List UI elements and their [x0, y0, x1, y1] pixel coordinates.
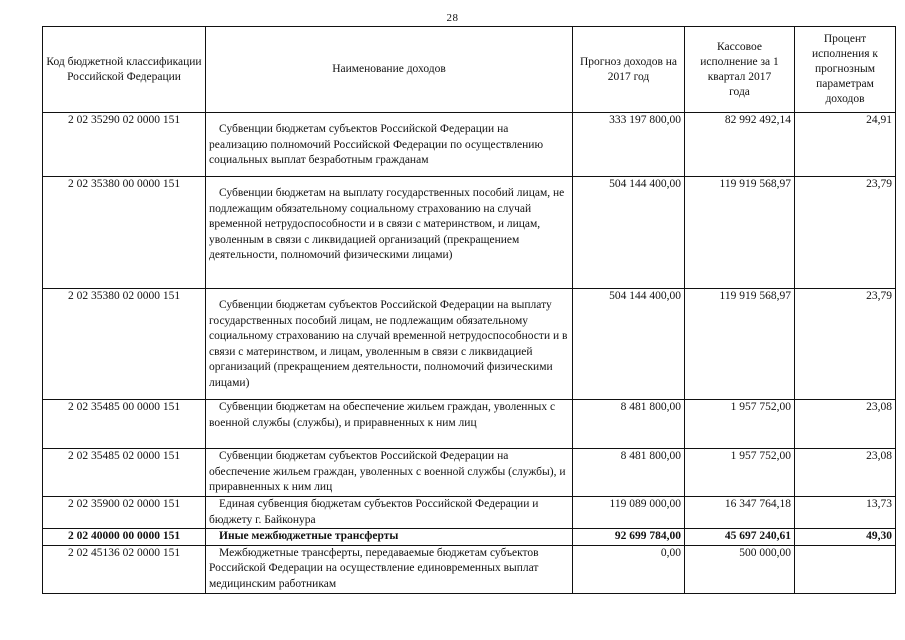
header-execution: Кассовое исполнение за 1 квартал 2017 года: [685, 27, 795, 113]
row-forecast: 119 089 000,00: [573, 497, 685, 529]
row-name: [206, 400, 573, 449]
row-code: 2 02 40000 00 0000 151: [43, 529, 206, 546]
row-percent: 23,08: [795, 449, 896, 497]
row-name-text: Субвенции бюджетам на обеспечение жильем граждан, уволенных с военной службы (службы), и приравненных к ним лиц: [209, 401, 556, 429]
row-name: [206, 177, 573, 289]
row-code: 2 02 35485 00 0000 151: [43, 400, 206, 449]
row-forecast: 504 144 400,00: [573, 177, 685, 289]
row-execution: 82 992 492,14: [685, 113, 795, 177]
row-name-text: Субвенции бюджетам субъектов Российской Федерации на реализацию полномочий Российской Федерации по осуществлению социальных выплат безработным гражданам: [209, 123, 544, 167]
row-name: [206, 113, 573, 177]
table-row: [43, 545, 896, 593]
row-forecast: 8 481 800,00: [573, 449, 685, 497]
row-name-text: Субвенции бюджетам субъектов Российской Федерации на выплату государственных пособий лицам, не подлежащим обязательному социальному страхованию на случай временной нетрудоспособности и в связи с материнством, и лицам, уволенным в связи с ликвидацией организаций (прекращением деятельности, полномочий физическими лицами): [209, 299, 568, 389]
row-execution: 1 957 752,00: [685, 400, 795, 449]
row-forecast: 92 699 784,00: [573, 529, 685, 546]
row-name: [206, 529, 573, 546]
row-code: 2 02 35485 02 0000 151: [43, 449, 206, 497]
row-percent: 13,73: [795, 497, 896, 529]
row-percent: [795, 545, 896, 593]
row-name-text: Межбюджетные трансферты, передаваемые бюджетам субъектов Российской Федерации на осуществление единовременных выплат медицинским работникам: [209, 546, 539, 590]
header-name: Наименование доходов: [206, 27, 573, 113]
table-row: [43, 177, 896, 289]
row-name-text: Иные межбюджетные трансферты: [219, 530, 399, 543]
row-name: [206, 289, 573, 400]
row-execution: 119 919 568,97: [685, 289, 795, 400]
table-row: [43, 497, 896, 529]
row-forecast: 333 197 800,00: [573, 113, 685, 177]
table-header-row: [43, 27, 896, 113]
row-percent: 24,91: [795, 113, 896, 177]
table-row: [43, 289, 896, 400]
row-code: 2 02 45136 02 0000 151: [43, 545, 206, 593]
row-code: 2 02 35380 02 0000 151: [43, 289, 206, 400]
row-code: 2 02 35290 02 0000 151: [43, 113, 206, 177]
row-name: [206, 545, 573, 593]
table-row: [43, 113, 896, 177]
header-percent: Процент исполнения к прогнозным параметрам доходов: [795, 27, 896, 113]
row-execution: 1 957 752,00: [685, 449, 795, 497]
row-forecast: 504 144 400,00: [573, 289, 685, 400]
header-code: Код бюджетной классификации Российской Федерации: [43, 27, 206, 113]
row-code: 2 02 35380 00 0000 151: [43, 177, 206, 289]
row-execution: 119 919 568,97: [685, 177, 795, 289]
row-execution: 500 000,00: [685, 545, 795, 593]
row-forecast: 8 481 800,00: [573, 400, 685, 449]
row-name: [206, 497, 573, 529]
row-percent: 23,79: [795, 289, 896, 400]
header-forecast: Прогноз доходов на 2017 год: [573, 27, 685, 113]
table-row: [43, 400, 896, 449]
row-name-text: Субвенции бюджетам на выплату государственных пособий лицам, не подлежащим обязательному социальному страхованию на случай временной нетрудоспособности и в связи с материнством, и лицам, уволенным в связи с ликвидацией организаций (прекращением деятельности, полномочий физическими лицами): [209, 187, 565, 262]
table-row: [43, 449, 896, 497]
row-percent: 49,30: [795, 529, 896, 546]
row-percent: 23,08: [795, 400, 896, 449]
row-code: 2 02 35900 02 0000 151: [43, 497, 206, 529]
row-forecast: 0,00: [573, 545, 685, 593]
row-name: [206, 449, 573, 497]
budget-revenue-table: [42, 26, 896, 594]
page-number: 28: [446, 12, 459, 24]
row-name-text: Единая субвенция бюджетам субъектов Российской Федерации и бюджету г. Байконура: [209, 498, 539, 526]
table-row-total: [43, 529, 896, 546]
row-name-text: Субвенции бюджетам субъектов Российской Федерации на обеспечение жильем граждан, уволенных с военной службы (службы), и приравненных к ним лиц: [209, 450, 566, 494]
row-percent: 23,79: [795, 177, 896, 289]
row-execution: 45 697 240,61: [685, 529, 795, 546]
row-execution: 16 347 764,18: [685, 497, 795, 529]
